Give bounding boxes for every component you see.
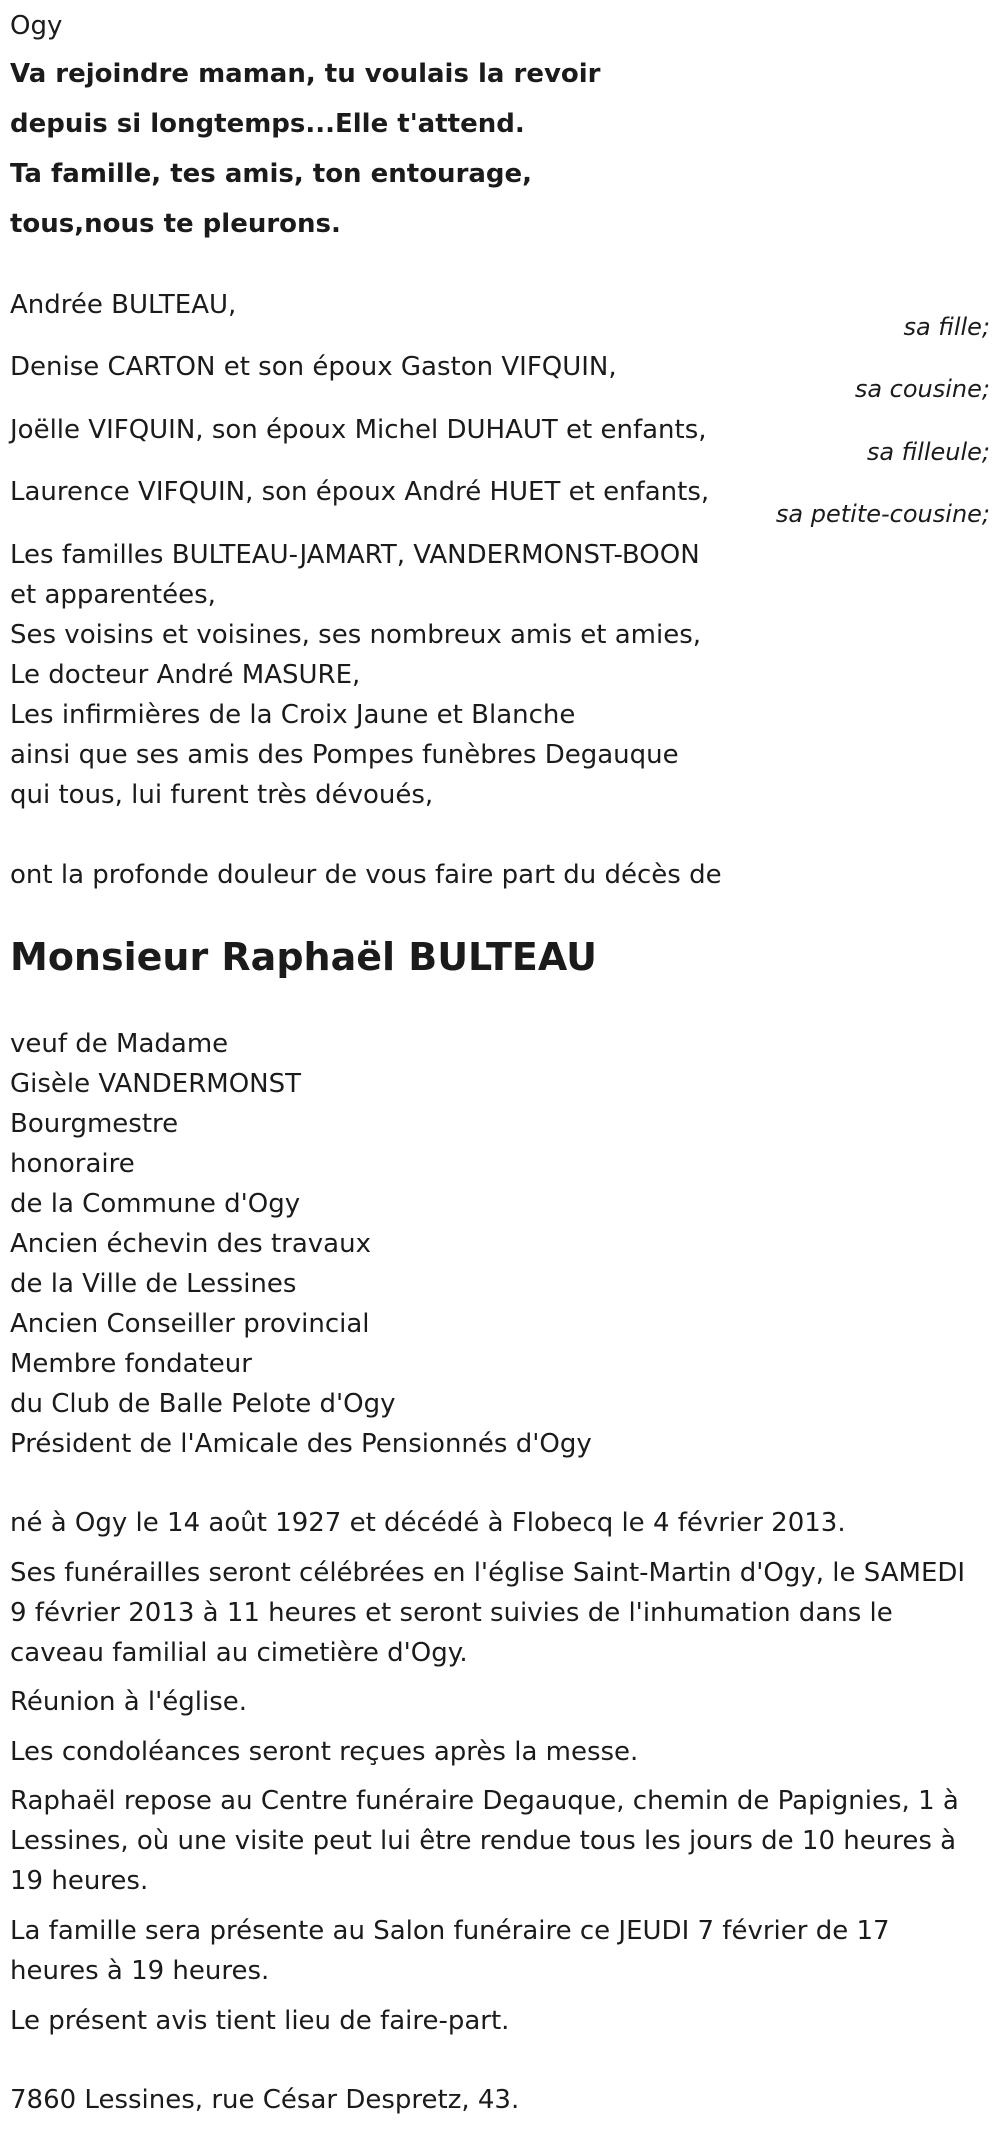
mourner-line: Le docteur André MASURE, [10, 660, 361, 690]
mourner-line: Les familles BULTEAU-JAMART, VANDERMONST-BOON [10, 540, 700, 570]
title-line: Membre fondateur [10, 1349, 252, 1379]
family-member-name: Laurence VIFQUIN, son époux André HUET et enfants, [10, 477, 710, 507]
family-member-name: Denise CARTON et son époux Gaston VIFQUIN, [10, 352, 617, 382]
funeral-line: 9 février 2013 à 11 heures et seront suivies de l'inhumation dans le [10, 1598, 893, 1628]
rest-line: Lessines, où une visite peut lui être rendue tous les jours de 10 heures à [10, 1826, 957, 1856]
address-line: 7860 Lessines, rue César Despretz, 43. [10, 2085, 520, 2115]
mourner-line: Les infirmières de la Croix Jaune et Blanche [10, 700, 576, 730]
title-line: Bourgmestre [10, 1109, 179, 1139]
title-line: Gisèle VANDERMONST [10, 1069, 302, 1099]
title-line: veuf de Madame [10, 1029, 229, 1059]
deceased-name: Monsieur Raphaël BULTEAU [10, 935, 597, 979]
family-member-relation: sa petite-cousine; [775, 500, 990, 528]
title-line: Ancien Conseiller provincial [10, 1309, 370, 1339]
family-member-name: Andrée BULTEAU, [10, 290, 237, 320]
family-member-relation: sa cousine; [854, 375, 990, 403]
poem-line: Va rejoindre maman, tu voulais la revoir [10, 59, 601, 89]
rest-line: 19 heures. [10, 1866, 149, 1896]
title-line: de la Ville de Lessines [10, 1269, 297, 1299]
mourner-line: qui tous, lui furent très dévoués, [10, 780, 434, 810]
funeral-line: caveau familial au cimetière d'Ogy. [10, 1638, 468, 1668]
title-line: Président de l'Amicale des Pensionnés d'Ogy [10, 1429, 592, 1459]
mourner-line: ainsi que ses amis des Pompes funèbres Degauque [10, 740, 679, 770]
title-line: du Club de Balle Pelote d'Ogy [10, 1389, 396, 1419]
announcement: ont la profonde douleur de vous faire part du décès de [10, 860, 722, 890]
title-line: Ancien échevin des travaux [10, 1229, 371, 1259]
title-line: honoraire [10, 1149, 135, 1179]
family-member-name: Joëlle VIFQUIN, son époux Michel DUHAUT et enfants, [10, 415, 707, 445]
mourner-line: et apparentées, [10, 580, 216, 610]
funeral-line: Ses funérailles seront célébrées en l'église Saint-Martin d'Ogy, le SAMEDI [10, 1558, 966, 1588]
poem-line: tous,nous te pleurons. [10, 209, 341, 239]
poem-line: Ta famille, tes amis, ton entourage, [10, 159, 533, 189]
place-name: Ogy [10, 11, 63, 41]
notice-line: Le présent avis tient lieu de faire-part. [10, 2006, 510, 2036]
family-member-relation: sa filleule; [866, 438, 990, 466]
family-presence-line: La famille sera présente au Salon funéraire ce JEUDI 7 février de 17 [10, 1916, 890, 1946]
mourner-line: Ses voisins et voisines, ses nombreux amis et amies, [10, 620, 702, 650]
birth-death-line: né à Ogy le 14 août 1927 et décédé à Flobecq le 4 février 2013. [10, 1508, 846, 1538]
poem-line: depuis si longtemps...Elle t'attend. [10, 109, 525, 139]
family-presence-line: heures à 19 heures. [10, 1956, 270, 1986]
condolences-line: Les condoléances seront reçues après la messe. [10, 1737, 639, 1767]
title-line: de la Commune d'Ogy [10, 1189, 301, 1219]
rest-line: Raphaël repose au Centre funéraire Degauque, chemin de Papignies, 1 à [10, 1786, 959, 1816]
meeting-line: Réunion à l'église. [10, 1687, 248, 1717]
family-member-relation: sa fille; [903, 313, 990, 341]
